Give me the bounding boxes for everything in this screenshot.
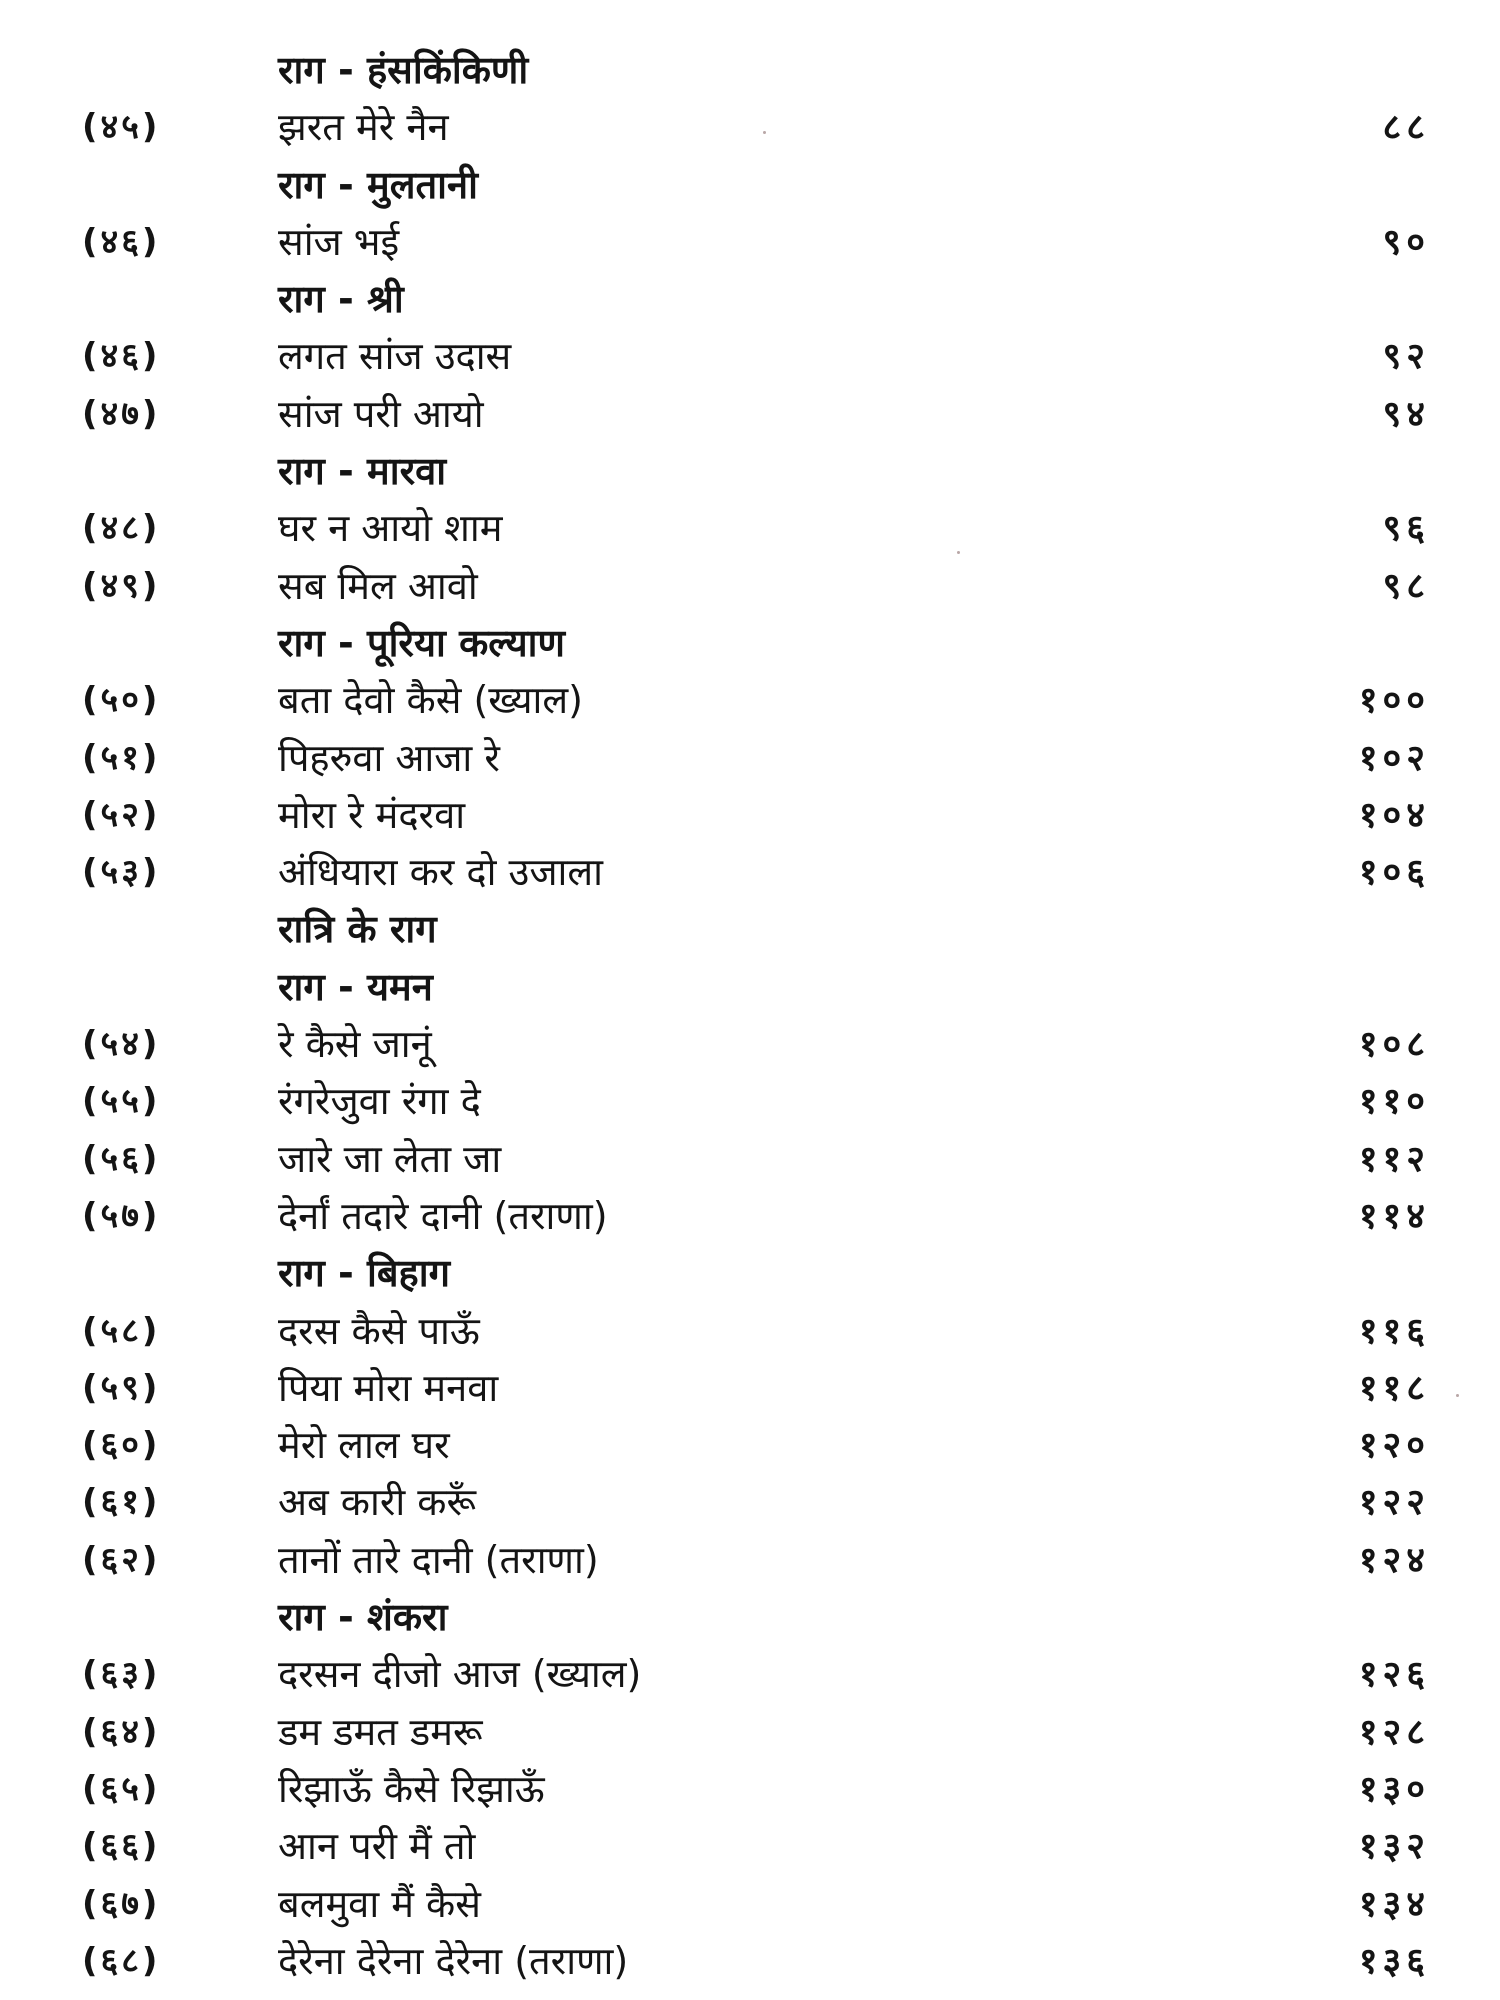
toc-entry bbox=[0, 386, 1500, 443]
toc-entry bbox=[0, 1073, 1500, 1130]
raag-heading bbox=[0, 959, 1500, 1016]
page-number: १०८ bbox=[1358, 1024, 1430, 1066]
page-number: ९६ bbox=[1382, 508, 1430, 550]
entry-number: (६५) bbox=[82, 1768, 161, 1809]
raag-heading bbox=[0, 443, 1500, 500]
entry-title: सांज परी आयो bbox=[278, 391, 484, 436]
entry-title: रिझाऊँ कैसे रिझाऊँ bbox=[278, 1766, 545, 1811]
entry-number: (५१) bbox=[82, 737, 161, 778]
toc-entry bbox=[0, 1360, 1500, 1417]
page-number: १३० bbox=[1358, 1768, 1430, 1810]
entry-number: (५९) bbox=[82, 1367, 161, 1408]
heading-text: रात्रि के राग bbox=[278, 907, 437, 952]
entry-number: (६४) bbox=[82, 1711, 161, 1752]
entry-title: दरसन दीजो आज (ख्याल) bbox=[278, 1652, 642, 1697]
entry-number: (४५) bbox=[82, 107, 161, 148]
page-number: ११० bbox=[1358, 1081, 1430, 1123]
heading-text: राग - यमन bbox=[278, 964, 433, 1009]
entry-title: अंधियारा कर दो उजाला bbox=[278, 850, 603, 895]
toc-entry bbox=[0, 1933, 1500, 1990]
heading-text: राग - शंकरा bbox=[278, 1595, 448, 1640]
entry-title: देरेना देरेना देरेना (तराणा) bbox=[278, 1938, 629, 1983]
toc-entry bbox=[0, 844, 1500, 901]
page-number: ९२ bbox=[1382, 336, 1430, 378]
entry-title: तानों तारे दानी (तराणा) bbox=[278, 1537, 599, 1582]
toc-entry bbox=[0, 1761, 1500, 1818]
page-number: ९४ bbox=[1382, 393, 1430, 435]
toc-entry bbox=[0, 787, 1500, 844]
entry-title: पिया मोरा मनवा bbox=[278, 1365, 499, 1410]
toc-entry bbox=[0, 1188, 1500, 1245]
page-number: १२० bbox=[1358, 1425, 1430, 1467]
raag-heading bbox=[0, 42, 1500, 99]
page-number: १३४ bbox=[1358, 1883, 1430, 1925]
page-number: ९८ bbox=[1382, 565, 1430, 607]
raag-heading bbox=[0, 157, 1500, 214]
entry-title: मोरा रे मंदरवा bbox=[278, 792, 466, 837]
toc-entry bbox=[0, 1303, 1500, 1360]
entry-number: (६७) bbox=[82, 1883, 161, 1924]
entry-title: लगत सांज उदास bbox=[278, 334, 512, 379]
entry-title: जारे जा लेता जा bbox=[278, 1136, 502, 1181]
toc-entry bbox=[0, 1131, 1500, 1188]
raag-heading bbox=[0, 615, 1500, 672]
entry-number: (५५) bbox=[82, 1081, 161, 1122]
heading-text: राग - मारवा bbox=[278, 449, 447, 494]
page-number: १०४ bbox=[1358, 794, 1430, 836]
heading-text: राग - श्री bbox=[278, 277, 404, 322]
toc-entry bbox=[0, 1876, 1500, 1933]
entry-number: (६६) bbox=[82, 1826, 161, 1867]
toc-entry bbox=[0, 1417, 1500, 1474]
entry-number: (६०) bbox=[82, 1425, 161, 1466]
toc-entry bbox=[0, 1818, 1500, 1875]
page-number: ११२ bbox=[1358, 1138, 1430, 1180]
entry-title: सब मिल आवो bbox=[278, 563, 478, 608]
toc-entry bbox=[0, 672, 1500, 729]
entry-number: (५३) bbox=[82, 852, 161, 893]
raag-heading bbox=[0, 1245, 1500, 1302]
entry-number: (५७) bbox=[82, 1195, 161, 1236]
entry-title: रंगरेजुवा रंगा दे bbox=[278, 1079, 481, 1124]
heading-text: राग - मुलतानी bbox=[278, 162, 478, 207]
entry-title: दरस कैसे पाऊँ bbox=[278, 1308, 480, 1353]
entry-title: पिहरुवा आजा रे bbox=[278, 735, 500, 780]
page-number: १२२ bbox=[1358, 1482, 1430, 1524]
page-number: १३६ bbox=[1358, 1940, 1430, 1982]
entry-number: (४६) bbox=[82, 336, 161, 377]
entry-title: अब कारी करूँ bbox=[278, 1480, 477, 1525]
entry-title: रे कैसे जानूं bbox=[278, 1022, 432, 1067]
entry-number: (५२) bbox=[82, 794, 161, 835]
toc-entry bbox=[0, 1532, 1500, 1589]
page-number: ११४ bbox=[1358, 1195, 1430, 1237]
entry-number: (५०) bbox=[82, 680, 161, 721]
entry-title: झरत मेरे नैन bbox=[278, 105, 449, 150]
entry-number: (६१) bbox=[82, 1482, 161, 1523]
toc-entry bbox=[0, 1704, 1500, 1761]
page-number: १०० bbox=[1358, 680, 1430, 722]
entry-number: (४६) bbox=[82, 221, 161, 262]
entry-title: बलमुवा मैं कैसे bbox=[278, 1881, 481, 1926]
heading-text: राग - बिहाग bbox=[278, 1251, 450, 1296]
entry-number: (६८) bbox=[82, 1940, 161, 1981]
entry-number: (५४) bbox=[82, 1024, 161, 1065]
toc-entry bbox=[0, 1474, 1500, 1531]
toc-entry bbox=[0, 214, 1500, 271]
page-number: ११८ bbox=[1358, 1367, 1430, 1409]
page-number: ८८ bbox=[1382, 107, 1430, 149]
toc-entry bbox=[0, 1016, 1500, 1073]
raag-heading bbox=[0, 1589, 1500, 1646]
page-number: १२४ bbox=[1358, 1539, 1430, 1581]
print-speck bbox=[957, 551, 960, 554]
entry-title: मेरो लाल घर bbox=[278, 1423, 450, 1468]
toc-entry bbox=[0, 500, 1500, 557]
toc-entry bbox=[0, 99, 1500, 156]
page-number: ९० bbox=[1382, 221, 1430, 263]
entry-number: (४९) bbox=[82, 565, 161, 606]
entry-title: घर न आयो शाम bbox=[278, 506, 503, 551]
heading-text: राग - पूरिया कल्याण bbox=[278, 620, 565, 665]
entry-number: (४७) bbox=[82, 393, 161, 434]
toc-entry bbox=[0, 328, 1500, 385]
entry-title: डम डमत डमरू bbox=[278, 1709, 483, 1754]
entry-number: (५८) bbox=[82, 1310, 161, 1351]
print-speck bbox=[1456, 1394, 1459, 1397]
page-number: ११६ bbox=[1358, 1310, 1430, 1352]
page-number: १३२ bbox=[1358, 1826, 1430, 1868]
heading-text: राग - हंसकिंकिणी bbox=[278, 48, 529, 92]
entry-title: देर्नां तदारे दानी (तराणा) bbox=[278, 1193, 608, 1238]
raag-heading bbox=[0, 271, 1500, 328]
toc-entry bbox=[0, 1646, 1500, 1703]
entry-number: (४८) bbox=[82, 508, 161, 549]
toc-entry bbox=[0, 558, 1500, 615]
entry-title: आन परी मैं तो bbox=[278, 1824, 476, 1869]
table-of-contents bbox=[0, 42, 1500, 1990]
raag-heading bbox=[0, 901, 1500, 958]
entry-title: बता देवो कैसे (ख्याल) bbox=[278, 678, 583, 723]
toc-entry bbox=[0, 730, 1500, 787]
entry-number: (५६) bbox=[82, 1138, 161, 1179]
page-number: १०६ bbox=[1358, 852, 1430, 894]
entry-number: (६३) bbox=[82, 1654, 161, 1695]
entry-title: सांज भई bbox=[278, 219, 400, 264]
print-speck bbox=[763, 131, 766, 134]
entry-number: (६२) bbox=[82, 1539, 161, 1580]
page-number: १२८ bbox=[1358, 1711, 1430, 1753]
page-number: १२६ bbox=[1358, 1654, 1430, 1696]
page-number: १०२ bbox=[1358, 737, 1430, 779]
